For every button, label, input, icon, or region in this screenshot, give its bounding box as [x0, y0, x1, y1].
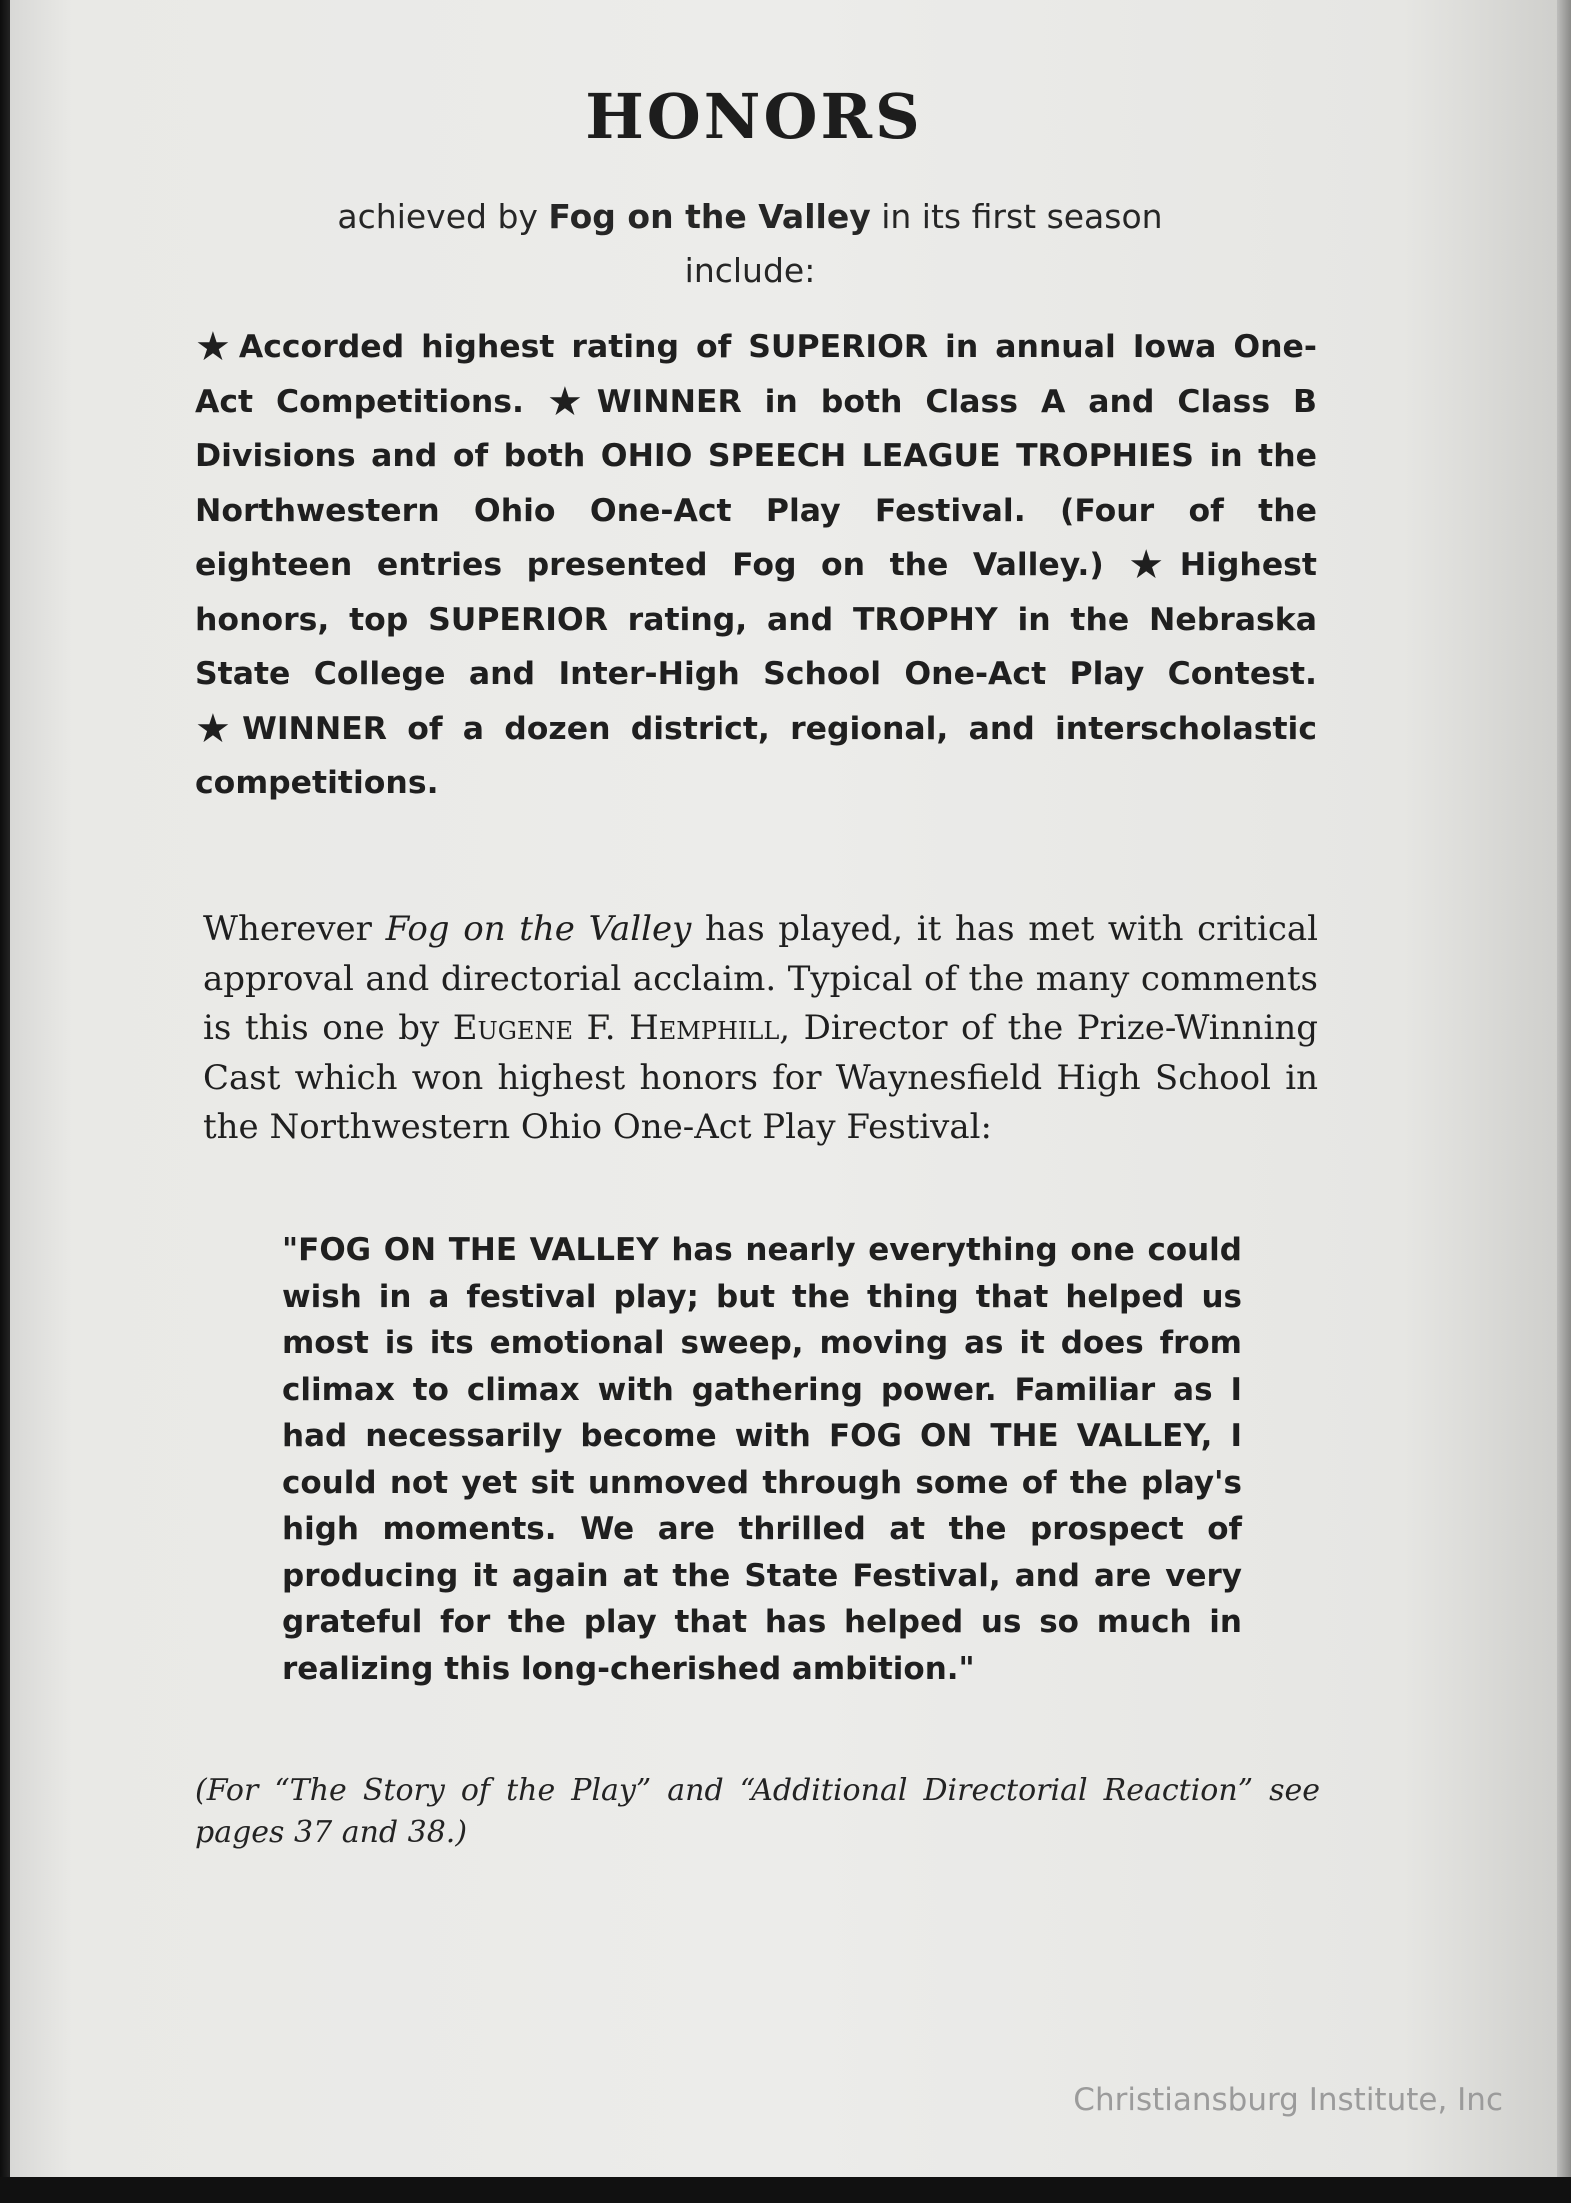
- subtitle-play-title: Fog on the Valley: [548, 197, 871, 236]
- honor-item: Highest honors, top SUPERIOR rating, and TROPHY in the Nebraska State College and Inter-High School One-Act Play Contest.: [195, 547, 1317, 692]
- watermark: Christiansburg Institute, Inc: [1073, 2082, 1503, 2118]
- page-title: HONORS: [585, 80, 923, 153]
- para-director-name: Eugene F. Hemphill: [452, 1008, 780, 1048]
- para-part1: Wherever: [203, 909, 386, 949]
- honor-item: WINNER in both Class A and Class B Divisions and of both OHIO SPEECH LEAGUE TROPHIES in the Northwestern Ohio One-Act Play Festival. (Four of the eighteen entries presented Fog on the Valley.): [195, 383, 1317, 583]
- subtitle-pre: achieved by: [337, 197, 549, 236]
- star-icon: ★: [195, 324, 237, 370]
- honor-item: Accorded highest rating of SUPERIOR in annual Iowa One-Act Competitions.: [195, 329, 1317, 420]
- honor-item: WINNER of a dozen district, regional, and interscholastic competitions.: [195, 710, 1317, 801]
- para-part2: has played, it has met with critical approval and directorial acclaim. Typical of the many comments is this one by: [203, 909, 1319, 1048]
- para-play-title: Fog on the Valley: [385, 909, 692, 949]
- para-part3: , Director of the Prize-Winning Cast which won highest honors for Waynesfield High School in the Northwestern Ohio One-Act Play Festival:: [203, 1008, 1318, 1147]
- bottom-shadow: [0, 2177, 1571, 2203]
- footnote: (For “The Story of the Play” and “Additional Directorial Reaction” see pages 37 and 38.): [195, 1773, 1320, 1850]
- acclaim-paragraph: [203, 905, 1318, 1153]
- subtitle-line2: include:: [684, 251, 816, 290]
- star-icon: ★: [1128, 542, 1178, 588]
- page-edge: [1557, 0, 1571, 2203]
- honors-list: [195, 320, 1317, 811]
- director-quote: "FOG ON THE VALLEY has nearly everything one could wish in a festival play; but the thing that helped us most is its emotional sweep, moving as it does from climax to climax with gathering power. Familiar as I had necessarily become with FOG ON THE VALLEY, I could not yet sit unmoved through some of the play's high moments. We are thrilled at the prospect of producing it again at the State Festival, and are very grateful for the play that has helped us so much in realizing this long-cherished ambition.": [282, 1232, 1242, 1687]
- subtitle: [300, 190, 1200, 298]
- subtitle-post: in its first season: [870, 197, 1163, 236]
- star-icon: ★: [546, 378, 595, 425]
- star-icon: ★: [195, 705, 241, 752]
